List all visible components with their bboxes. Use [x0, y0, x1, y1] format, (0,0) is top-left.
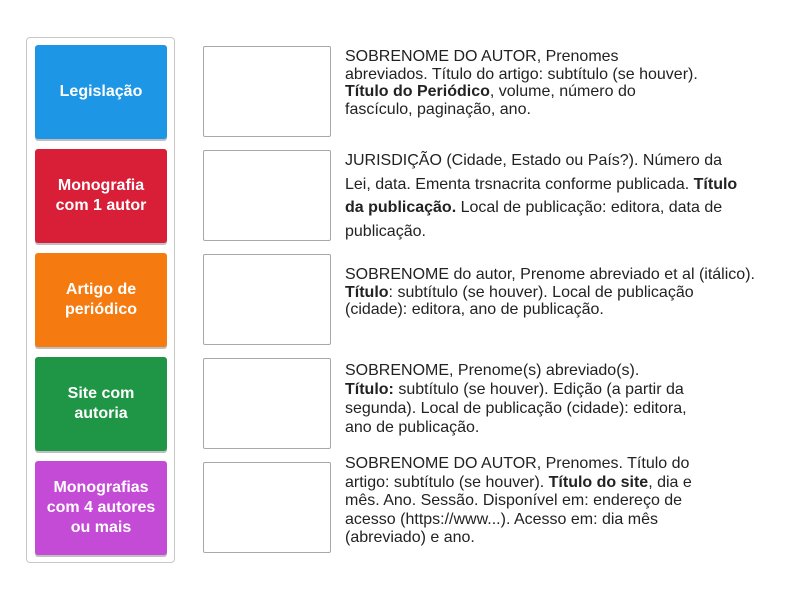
- drop-slot-1[interactable]: [203, 46, 331, 137]
- tile-label: Monografias com 4 autores ou mais: [46, 479, 156, 536]
- drop-slot-5[interactable]: [203, 462, 331, 553]
- tile-monografias-4-autores[interactable]: [35, 461, 167, 555]
- tile-legislacao[interactable]: [35, 45, 167, 139]
- description-bold-text: Título da publicação.: [345, 175, 738, 216]
- description-3: [345, 266, 755, 319]
- tile-label: Artigo de periódico: [64, 281, 137, 318]
- drop-slot-4[interactable]: [203, 358, 331, 449]
- description-bold-text: Título do site: [548, 473, 649, 491]
- drop-slot-2[interactable]: [203, 150, 331, 241]
- description-bold-text: Título: [345, 283, 389, 301]
- description-text: SOBRENOME, Prenome(s) abreviado(s).: [345, 362, 640, 379]
- description-5: [345, 455, 715, 548]
- tile-label: Legislação: [59, 83, 143, 100]
- description-text: , dia e mês. Ano. Sessão. Disponível em: endereço de acesso (https://www...). Acesso em: dia mês (abreviado) e ano.: [345, 473, 692, 546]
- description-1: [345, 48, 700, 118]
- description-2: [345, 149, 750, 243]
- description-text: , volume, número do fascículo, paginação, ano.: [345, 83, 636, 118]
- description-text: SOBRENOME DO AUTOR, Prenomes abreviados. Título do artigo: subtítulo (se houver).: [345, 48, 698, 83]
- description-text: Local de publicação: editora, data de publicação.: [345, 199, 723, 240]
- description-text: SOBRENOME DO AUTOR, Prenomes. Título do artigo: subtítulo (se houver).: [345, 455, 690, 491]
- tile-panel: [26, 37, 175, 563]
- description-text: subtítulo (se houver). Edição (a partir da segunda). Local de publicação (cidade): editora, ano de publicação.: [345, 381, 687, 436]
- drop-slot-3[interactable]: [203, 254, 331, 345]
- description-bold-text: Título do Periódico: [345, 83, 490, 100]
- tile-label: Monografia com 1 autor: [55, 177, 147, 214]
- tile-monografia-1-autor[interactable]: [35, 149, 167, 243]
- description-bold-text: Título:: [345, 381, 394, 398]
- description-text: : subtítulo (se houver). Local de publicação (cidade): editora, ano de publicação.: [345, 283, 694, 318]
- tile-artigo-periodico[interactable]: [35, 253, 167, 347]
- tile-site-com-autoria[interactable]: [35, 357, 167, 451]
- description-text: SOBRENOME do autor, Prenome abreviado et al (itálico).: [345, 266, 755, 283]
- description-text: JURISDIÇÃO (Cidade, Estado ou País?). Número da Lei, data. Ementa trsnacrita conforme publicada.: [345, 152, 723, 193]
- description-4: [345, 361, 690, 437]
- tile-label: Site com autoria: [67, 385, 135, 422]
